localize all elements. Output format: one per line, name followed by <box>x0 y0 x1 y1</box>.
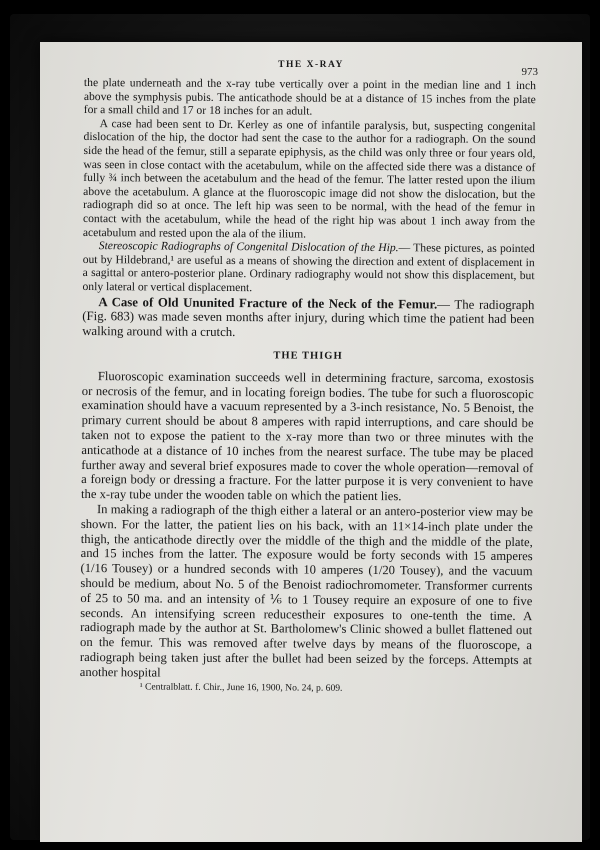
section-title: THE THIGH <box>273 350 343 363</box>
footnote: ¹ Centralblatt. f. Chir., June 16, 1900, No. 24, p. 609. <box>139 681 343 694</box>
paragraph-5: Fluoroscopic examination succeeds well in determining fracture, sarcoma, exostosis or necrosis of the femur, and in locating foreign bodies. The tube for such a fluoroscopic examination should have a vacuum represented by a 3-inch resistance, No. 5 Benoist, the primary current should be about 8 amperes with rapid interruptions, and care should be taken not to expose the patient to the x-ray more than two or three minutes with the anticathode at a distance of 10 inches from the nearest surface. The tube may be placed further away and several brief exposures made to cover the whole operation—removal of a foreign body or dressing a fracture. For the latter purpose it is very convenient to have the x-ray tube under the wooden table on which the patient lies. <box>81 368 534 504</box>
running-head: THE X-RAY <box>278 60 344 70</box>
paragraph-3 <box>82 239 534 297</box>
photo-frame <box>10 14 590 840</box>
paragraph-4-body: — The radiograph (Fig. 683) was made seven months after injury, during which time the patient had been walking around with a crutch. <box>82 296 535 339</box>
thigh-section <box>80 369 534 683</box>
paragraph-2: A case had been sent to Dr. Kerley as one of infantile paralysis, but, suspecting congenital dislocation of the hip, the doctor had sent the case to the author for a radiograph. On the sound side the head of the femur, still a separate epiphysis, as the child was only three or four years old, was seen in close contact with the acetabulum, while on the affected side there was a distance of fully ¾ inch between the acetabulum and the head of the femur. The latter rested upon the ilium above the acetabulum. A glance at the fluoroscopic image did not show the dislocation, but the radiograph did so at once. The left hip was seen to be normal, with the head of the femur in contact with the acetabulum, while the head of the right hip was about 1 inch away from the acetabulum and rested upon the ala of the ilium. <box>82 116 536 241</box>
paragraph-1: the plate underneath and the x-ray tube vertically over a point in the median line and 1 inch above the symphysis pubis. The anticathode should be at a distance of 15 inches from the plate for a small child and 17 or 18 inches for an adult. <box>83 76 536 118</box>
paragraph-6: In making a radiograph of the thigh either a lateral or an antero-posterior view may be shown. For the latter, the patient lies on his back, with an 11×14-inch plate under the thigh, the anticathode directly over the middle of the thigh and the middle of the plate, and 15 inches from the latter. The exposure would be forty seconds with 15 amperes (1/16 Tousey) or a hundred seconds with 10 amperes (1/20 Tousey), and the vacuum should be medium, about No. 5 of the Benoist radiochromometer. Transformer currents of 25 to 50 ma. and an intensity of ⅙ to 1 Tousey require an exposure of one to five seconds. An intensifying screen reducestheir exposures to one-tenth the time. A radiograph made by the author at St. Bartholomew's Clinic showed a bullet flattened out on the femur. This was removed after twelve days by means of the fluoroscope, a radiograph being taken just after the bullet had been seized by the forceps. Attempts at another hospital <box>79 502 534 680</box>
paragraph-4 <box>82 294 534 341</box>
page-number: 973 <box>521 66 538 78</box>
book-page <box>40 42 582 842</box>
page-body <box>80 76 536 696</box>
paragraph-4-lead: A Case of Old Ununited Fracture of the Neck of the Femur. <box>98 294 438 311</box>
paragraph-3-lead: Stereoscopic Radiographs of Congenital Dislocation of the Hip. <box>98 239 399 255</box>
paragraph-3-body: — These pictures, as pointed out by Hildebrand,¹ are useful as a means of showing the direction and extent of displacement in a sagittal or antero-posterior plane. Ordinary radiography would not show this displacement, but only lateral or vertical displacement. <box>82 241 535 295</box>
